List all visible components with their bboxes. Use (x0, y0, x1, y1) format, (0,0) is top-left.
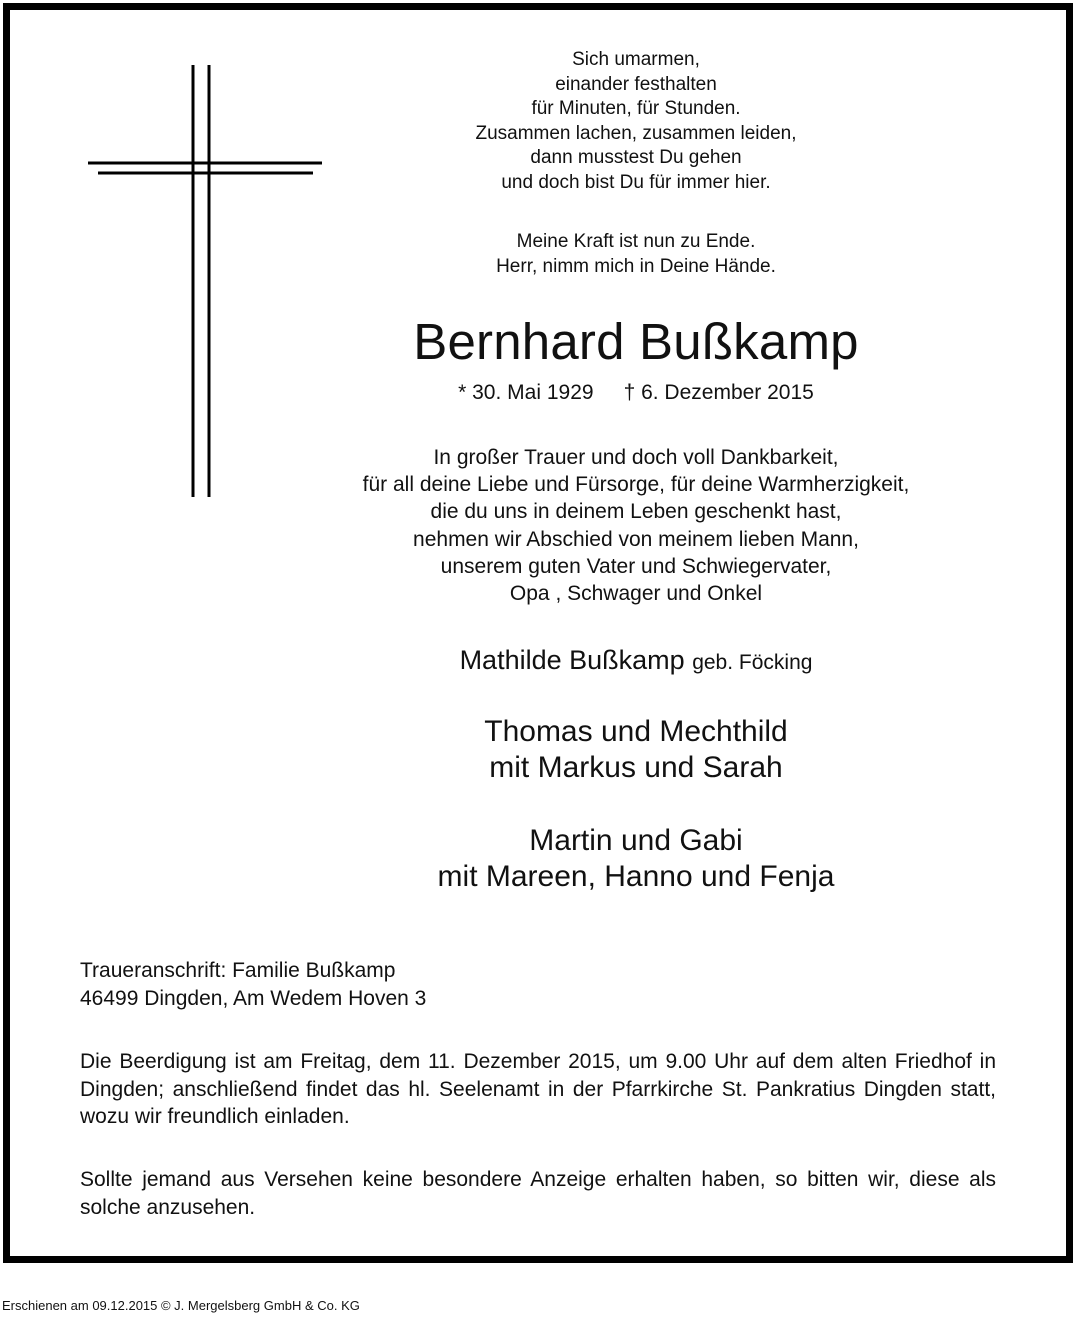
verse-line: Sich umarmen, (572, 49, 700, 70)
address-line: Traueranschrift: Familie Bußkamp (80, 959, 396, 982)
verse-line: dann musstest Du gehen (530, 147, 742, 168)
main-mourner-name: Mathilde Bußkamp (459, 645, 685, 675)
prayer-line: Herr, nimm mich in Deine Hände. (496, 256, 776, 277)
message-line: Opa , Schwager und Onkel (509, 582, 763, 606)
family-line: mit Mareen, Hanno und Fenja (437, 860, 835, 893)
life-dates (300, 380, 972, 406)
mourning-message (300, 444, 972, 607)
message-line: In großer Trauer und doch voll Dankbarkeit, (433, 446, 839, 469)
death-date: † 6. Dezember 2015 (623, 381, 814, 404)
message-line: für all deine Liebe und Fürsorge, für deine Warmherzigkeit, (362, 473, 910, 497)
message-line: unserem guten Vater und Schwiegervater, (440, 554, 832, 578)
birth-date: * 30. Mai 1929 (458, 381, 594, 404)
family-line: mit Markus und Sarah (489, 751, 783, 784)
verse-line: einander festhalten (555, 73, 717, 95)
prayer-quote (300, 229, 972, 279)
publication-footer: Erschienen am 09.12.2015 © J. Mergelsberg GmbH & Co. KG (2, 1298, 360, 1313)
verse-line: und doch bist Du für immer hier. (501, 171, 771, 193)
address-line: 46499 Dingden, Am Wedem Hoven 3 (80, 986, 427, 1010)
prayer-line: Meine Kraft ist nun zu Ende. (516, 231, 756, 252)
family-line: Martin und Gabi (529, 824, 743, 857)
message-line: nehmen wir Abschied von meinem lieben Mann, (413, 527, 859, 551)
main-mourner-maiden-name: geb. Föcking (692, 651, 813, 674)
cross-icon (88, 65, 322, 497)
deceased-name: Bernhard Bußkamp (413, 313, 859, 370)
notice-text (80, 1166, 996, 1221)
message-line: die du uns in deinem Leben geschenkt hast, (430, 500, 842, 524)
family-line: Thomas und Mechthild (484, 715, 788, 748)
funeral-text: Die Beerdigung ist am Freitag, dem 11. Dezember 2015, um 9.00 Uhr auf dem alten Friedhof in Dingden; anschließend findet das hl. Seelenamt in der Pfarrkirche St. Pankratius Dingden statt, wozu wir freundlich einladen. (80, 1050, 996, 1128)
family-group (300, 714, 972, 786)
verse-line: Zusammen lachen, zusammen leiden, (475, 122, 797, 144)
memorial-verse (300, 48, 972, 195)
family-group (300, 823, 972, 895)
main-mourner (300, 642, 972, 681)
funeral-info (80, 1048, 996, 1131)
verse-line: für Minuten, für Stunden. (531, 98, 741, 119)
mourning-address (80, 957, 996, 1012)
notice-paragraph: Sollte jemand aus Versehen keine besondere Anzeige erhalten haben, so bitten wir, diese als solche anzusehen. (80, 1168, 996, 1219)
